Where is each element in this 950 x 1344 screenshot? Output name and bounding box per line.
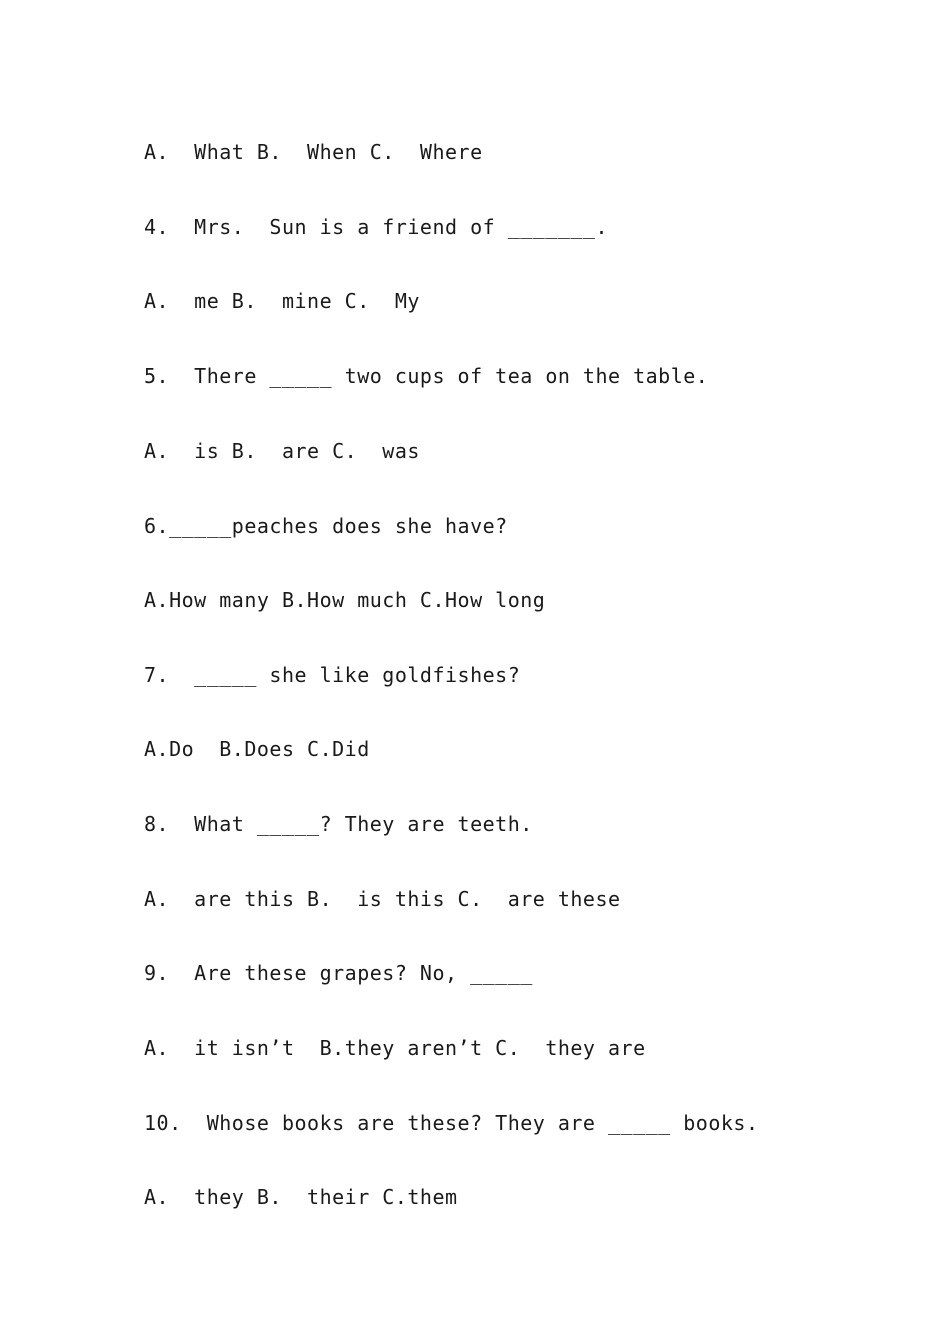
question-7: 7. _____ she like goldfishes? — [144, 663, 521, 687]
question-9: 9. Are these grapes? No, _____ — [144, 961, 533, 985]
question-4: 4. Mrs. Sun is a friend of _______. — [144, 215, 609, 239]
options-q4: A. me B. mine C. My — [144, 289, 420, 313]
options-q8: A. are this B. is this C. are these — [144, 887, 621, 911]
question-10: 10. Whose books are these? They are _____ books. — [144, 1111, 759, 1135]
options-q5: A. is B. are C. was — [144, 439, 420, 463]
options-q9: A. it isn’t B.they aren’t C. they are — [144, 1036, 646, 1060]
question-6: 6._____peaches does she have? — [144, 514, 508, 538]
question-8: 8. What _____? They are teeth. — [144, 812, 533, 836]
question-5: 5. There _____ two cups of tea on the table. — [144, 364, 709, 388]
options-q10: A. they B. their C.them — [144, 1185, 458, 1209]
options-q6: A.How many B.How much C.How long — [144, 588, 546, 612]
options-q3: A. What B. When C. Where — [144, 140, 483, 164]
options-q7: A.Do B.Does C.Did — [144, 737, 370, 761]
